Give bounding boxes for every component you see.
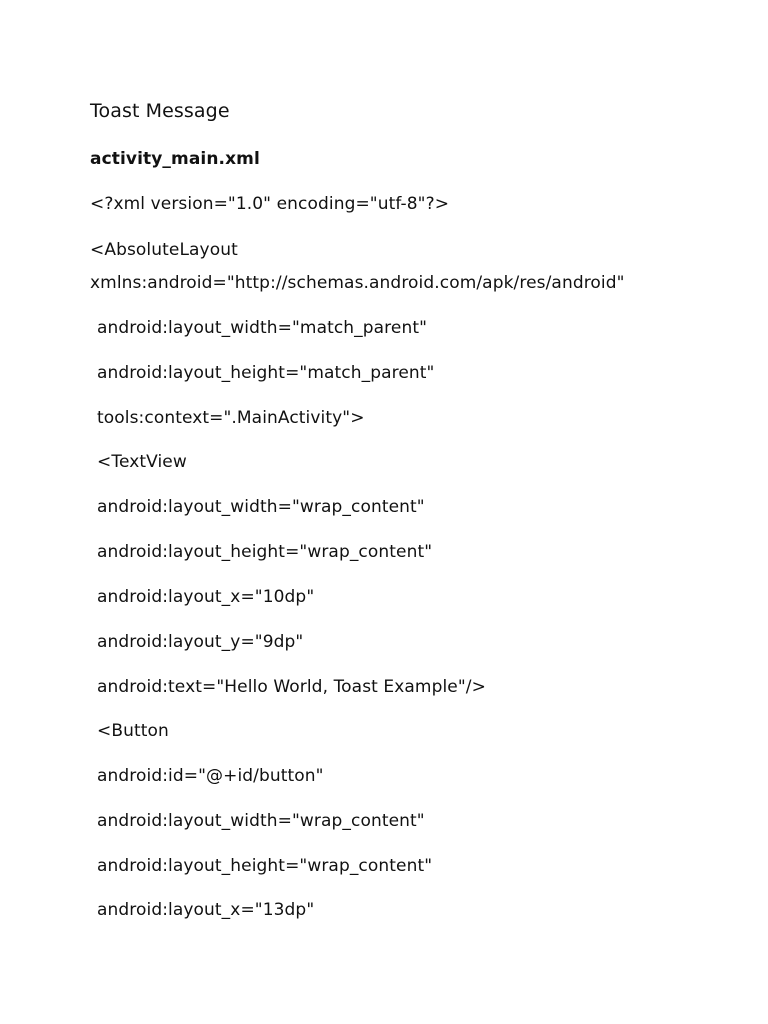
code-line: android:layout_height="wrap_content": [97, 856, 433, 876]
code-line: tools:context=".MainActivity">: [97, 408, 365, 428]
code-line: android:layout_height="match_parent": [97, 363, 435, 383]
code-line: android:text="Hello World, Toast Example"/>: [97, 677, 486, 697]
code-line: xmlns:android="http://schemas.android.com/apk/res/android": [90, 273, 625, 293]
code-line: android:layout_x="13dp": [97, 900, 315, 920]
filename-heading: activity_main.xml: [90, 149, 260, 169]
code-line: android:layout_width="wrap_content": [97, 811, 425, 831]
code-line: <?xml version="1.0" encoding="utf-8"?>: [90, 194, 450, 214]
code-line: android:layout_width="match_parent": [97, 318, 428, 338]
code-line: <Button: [97, 721, 169, 741]
code-line: android:layout_height="wrap_content": [97, 542, 433, 562]
code-line: android:layout_width="wrap_content": [97, 497, 425, 517]
document-title: Toast Message: [90, 100, 230, 122]
code-line: android:layout_x="10dp": [97, 587, 315, 607]
code-line: android:layout_y="9dp": [97, 632, 304, 652]
code-line: <TextView: [97, 452, 187, 472]
code-line: <AbsoluteLayout: [90, 240, 238, 260]
code-line: android:id="@+id/button": [97, 766, 324, 786]
